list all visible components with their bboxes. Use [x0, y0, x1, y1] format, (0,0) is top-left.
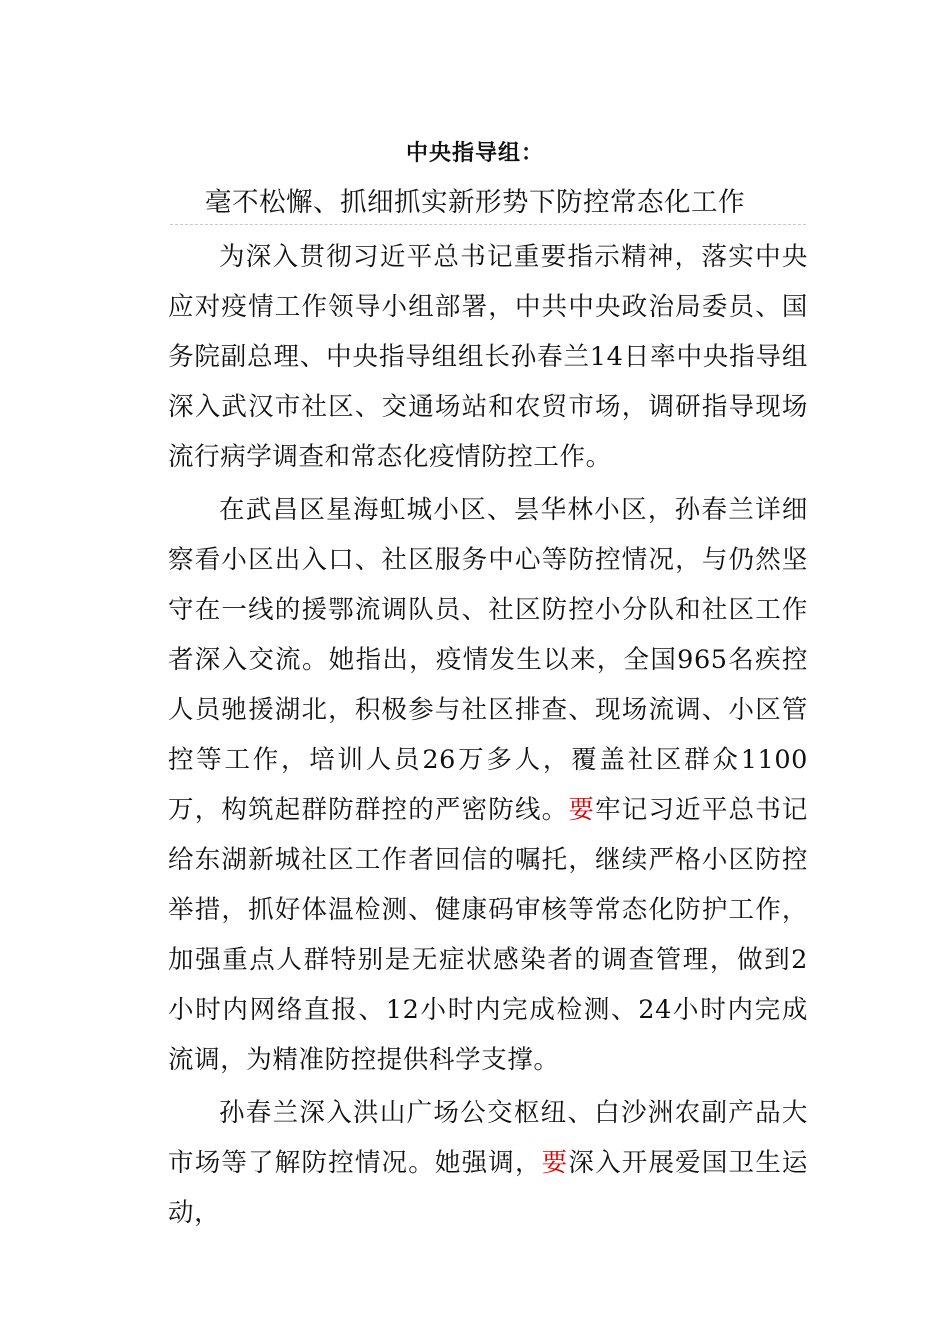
document-subtitle: 中央指导组： [405, 141, 544, 166]
paragraph-3 [168, 1088, 808, 1238]
article-body [168, 232, 808, 1241]
paragraph-2-highlight: 要 [568, 795, 596, 825]
paragraph-2 [168, 485, 808, 1085]
title-divider [170, 224, 806, 225]
paragraph-1 [168, 232, 808, 482]
paragraph-3-text-before: 孙春兰深入洪山广场公交枢纽、白沙洲农副产品大市场等了解防控情况。她强调， [168, 1098, 808, 1178]
paragraph-1-text: 为深入贯彻习近平总书记重要指示精神，落实中央应对疫情工作领导小组部署，中共中央政治局委员、国务院副总理、中央指导组组长孙春兰14日率中央指导组深入武汉市社区、交通场站和农贸市场，调研指导现场流行病学调查和常态化疫情防控工作。 [168, 242, 808, 472]
paragraph-3-highlight: 要 [541, 1148, 569, 1178]
paragraph-2-text-after: 牢记习近平总书记给东湖新城社区工作者回信的嘱托，继续严格小区防控举措，抓好体温检测、健康码审核等常态化防护工作，加强重点人群特别是无症状感染者的调查管理，做到2小时内网络直报、12小时内完成检测、24小时内完成流调，为精准防控提供科学支撑。 [168, 795, 808, 1075]
paragraph-3-text-after: 深入开展爱国卫生运动， [168, 1148, 808, 1228]
document-title: 毫不松懈、抓细抓实新形势下防控常态化工作 [205, 187, 745, 218]
paragraph-2-text-before: 在武昌区星海虹城小区、昙华林小区，孙春兰详细察看小区出入口、社区服务中心等防控情况，与仍然坚守在一线的援鄂流调队员、社区防控小分队和社区工作者深入交流。她指出，疫情发生以来，全国965名疾控人员驰援湖北，积极参与社区排查、现场流调、小区管控等工作，培训人员26万多人，覆盖社区群众1100万，构筑起群防群控的严密防线。 [168, 495, 808, 825]
